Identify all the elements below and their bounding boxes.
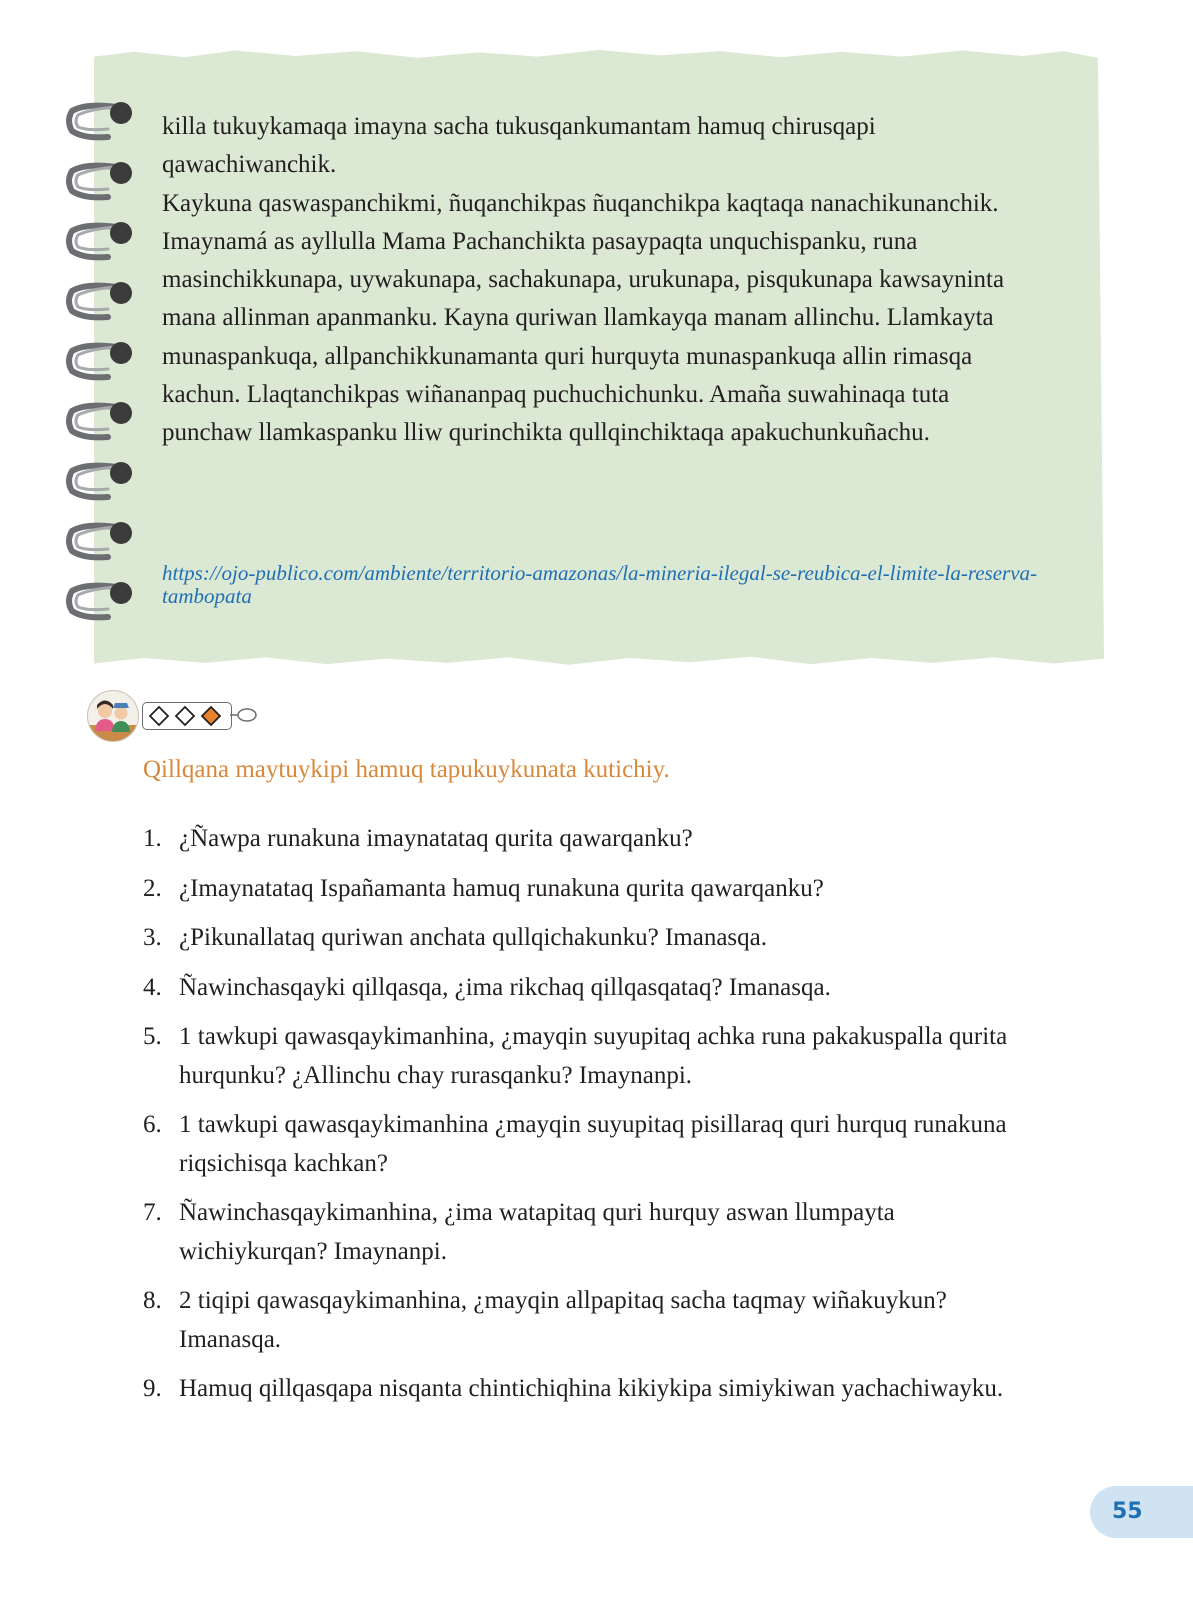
question-number: 2. [143,874,162,902]
page-number: 55 [1090,1486,1193,1538]
list-item [143,1106,1043,1183]
question-number: 9. [143,1375,162,1402]
instruction: Qillqana maytuykipi hamuq tapukuykunata kutichiy. [143,756,670,783]
question-text: 1 tawkupi qawasqaykimanhina ¿mayqin suyupitaq pisillaraq quri hurquq runakuna riqsichisqa kachkan? [179,1111,1007,1177]
list-item [143,1018,1043,1095]
question-number: 3. [143,924,162,951]
spiral-ring-icon [64,577,144,629]
source-link[interactable]: https://ojo-publico.com/ambiente/territorio-amazonas/la-mineria-ilegal-se-reubica-el-limite-la-reserva-tambopata [162,561,1038,608]
tag-string-icon [230,704,260,726]
question-text: Ñawinchasqayki qillqasqa, ¿ima rikchaq qillqasqataq? Imanasqa. [179,973,831,1001]
diamond-filled-icon [202,707,220,725]
question-text: Hamuq qillqasqapa nisqanta chintichiqhina kikiykipa simiykiwan yachachiwayku. [179,1375,1004,1402]
list-item [143,1282,1043,1359]
difficulty-level [142,702,232,730]
question-text: ¿Ñawpa runakuna imaynatataq qurita qawarqanku? [179,825,693,852]
spiral-ring-icon [64,397,144,449]
spiral-ring-icon [64,517,144,569]
question-number: 4. [143,973,162,1001]
question-number: 8. [143,1287,162,1314]
question-number: 5. [143,1023,162,1050]
question-list [143,820,1043,1420]
question-number: 7. [143,1199,162,1226]
question-text: ¿Imaynatataq Ispañamanta hamuq runakuna qurita qawarqanku? [179,874,824,902]
spiral-ring-icon [64,337,144,389]
note-paragraph-1: killa tukuykamaqa imayna sacha tukusqankumantam hamuq chirusqapi qawachiwanchik. [162,113,876,179]
spiral-ring-icon [64,457,144,509]
list-item [143,870,1043,909]
list-item [143,1194,1043,1271]
question-text: 1 tawkupi qawasqaykimanhina, ¿mayqin suyupitaq achka runa pakakuspalla qurita hurqunku? ¿Allinchu chay rurasqanku? Imaynanpi. [179,1023,1008,1089]
question-text: Ñawinchasqaykimanhina, ¿ima watapitaq quri hurquy aswan llumpayta wichiykurqan? Imaynanpi. [179,1199,895,1265]
note-text [162,108,1042,453]
list-item [143,919,1043,958]
students-icon [87,690,139,742]
spiral-ring-icon [64,217,144,269]
note-paragraph-2: Kaykuna qaswaspanchikmi, ñuqanchikpas ñuqanchikpa kaqtaqa nanachikunanchik. Imaynamá as ayllulla Mama Pachanchikta pasaypaqta unquchispanku, runa masinchikkunapa, uywakunapa, sachakunapa, urukunapa, pisqukunapa kawsayninta mana allinman apanmanku. Kayna quriwan llamkayqa manam allinchu. Llamkayta munaspankuqa, allpanchikkunamanta quri hurquyta munaspankuqa allin rimasqa kachun. Llaqtanchikpas wiñananpaq puchuchichunku. Amaña suwahinaqa tuta punchaw llamkaspanku lliw qurinchikta qullqinchiktaqa apakuchunkuñachu. [162,189,1005,447]
diamond-outline-icon [176,707,194,725]
spiral-ring-icon [64,157,144,209]
list-item [143,820,1043,859]
question-text: 2 tiqipi qawasqaykimanhina, ¿mayqin allpapitaq sacha taqmay wiñakuykun? Imanasqa. [179,1287,947,1353]
spiral-binding [64,97,144,637]
diamond-outline-icon [150,707,168,725]
question-number: 1. [143,825,162,852]
question-text: ¿Pikunallataq quriwan anchata qullqichakunku? Imanasqa. [179,924,767,951]
spiral-ring-icon [64,277,144,329]
question-number: 6. [143,1111,162,1138]
activity-badge [87,690,257,742]
list-item [143,1370,1043,1409]
spiral-ring-icon [64,97,144,149]
list-item [143,969,1043,1008]
